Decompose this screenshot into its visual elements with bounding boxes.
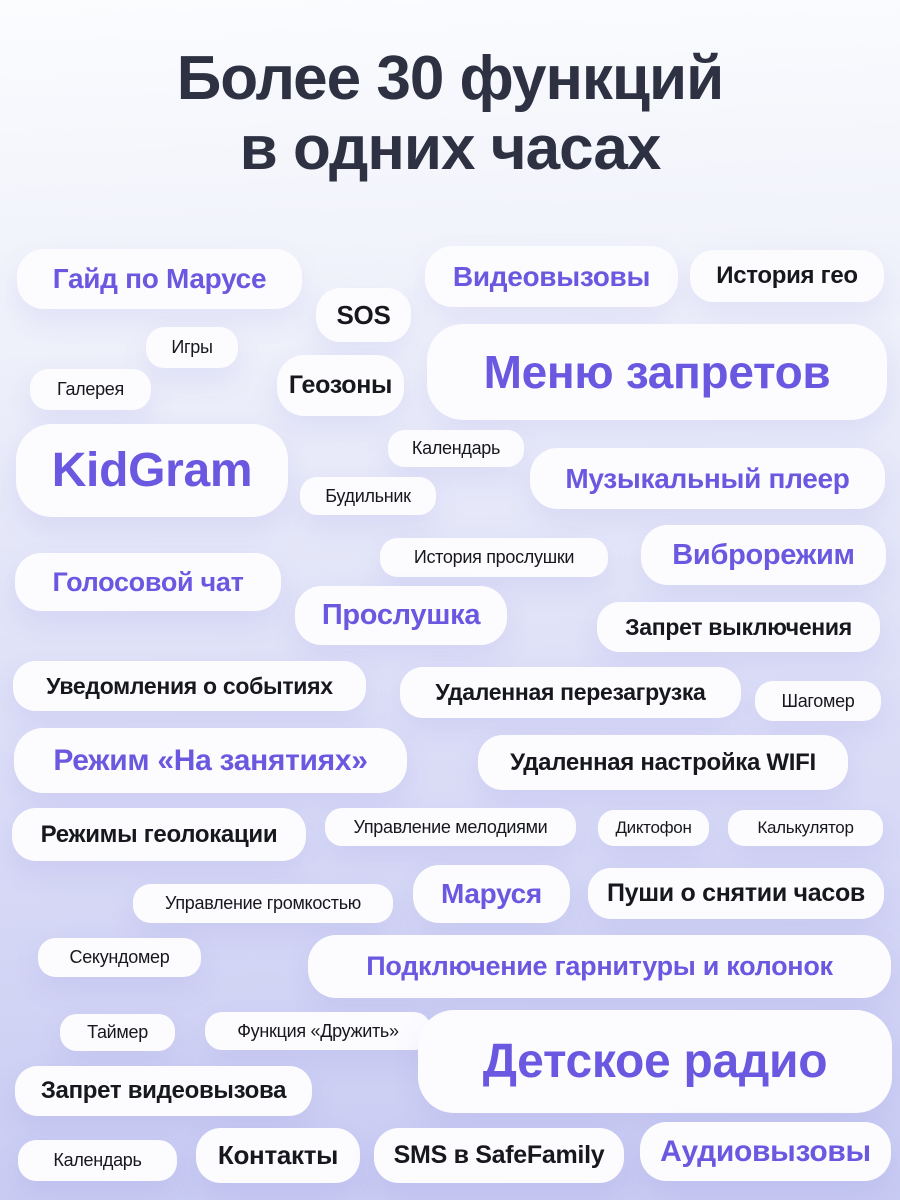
pill-listening-history <box>380 538 608 577</box>
pill-label: Калькулятор <box>757 818 854 837</box>
pill-label: Секундомер <box>69 947 170 967</box>
pill-kidgram <box>16 424 288 517</box>
pill-guide-marusya <box>17 249 302 309</box>
page-title <box>0 44 900 184</box>
pill-label: Видеовызовы <box>452 260 651 292</box>
pill-label: SOS <box>336 299 391 330</box>
pill-video-call-ban <box>15 1066 312 1116</box>
pill-label: Галерея <box>57 379 124 399</box>
pill-label: Управление мелодиями <box>353 816 548 837</box>
pill-gallery <box>30 369 151 410</box>
pill-geolocation-modes <box>12 808 306 861</box>
pill-stopwatch <box>38 938 201 977</box>
pill-melody-control <box>325 808 576 846</box>
pill-label: Запрет выключения <box>625 613 852 640</box>
pill-label: KidGram <box>51 444 253 497</box>
pill-music-player <box>530 448 885 509</box>
title-line-2: в одних часах <box>239 114 661 183</box>
pill-label: Диктофон <box>615 818 692 837</box>
pill-label: Пуши о снятии часов <box>606 879 866 907</box>
pill-marusia <box>413 865 570 923</box>
pill-geozones <box>277 355 404 416</box>
pill-calendar-bottom <box>18 1140 177 1181</box>
pill-dictaphone <box>598 810 709 846</box>
pill-sos <box>316 288 411 342</box>
pill-label: Календарь <box>411 438 501 458</box>
pill-video-calls <box>425 246 678 307</box>
pill-remote-reboot <box>400 667 741 718</box>
pill-voice-chat <box>15 553 281 611</box>
pill-volume-control <box>133 884 393 923</box>
pill-geo-history <box>690 250 884 302</box>
pill-label: Таймер <box>87 1022 148 1042</box>
pill-label: Удаленная перезагрузка <box>435 679 706 705</box>
pill-games <box>146 327 238 368</box>
pill-label: Управление громкостью <box>165 893 361 913</box>
pill-contacts <box>196 1128 360 1183</box>
pill-timer <box>60 1014 175 1051</box>
pill-label: Музыкальный плеер <box>565 462 850 494</box>
pill-event-notifications <box>13 661 366 711</box>
pill-label: SMS в SafeFamily <box>393 1141 605 1169</box>
pill-label: Голосовой чат <box>52 566 244 597</box>
pill-label: Запрет видеовызова <box>40 1077 287 1104</box>
pill-label: Функция «Дружить» <box>237 1020 399 1041</box>
pill-kids-radio <box>418 1010 892 1113</box>
pill-alarm-clock <box>300 477 436 515</box>
pill-watch-removal-push <box>588 868 884 919</box>
pill-power-off-ban <box>597 602 880 652</box>
pill-headset-speakers <box>308 935 891 998</box>
pill-audio-calls <box>640 1122 891 1181</box>
pill-label: Удаленная настройка WIFI <box>510 748 816 776</box>
pill-calculator <box>728 810 883 846</box>
pill-label: Уведомления о событиях <box>46 672 333 699</box>
pill-label: Шагомер <box>781 690 855 711</box>
pill-calendar-top <box>388 430 524 467</box>
pill-label: Аудиовызовы <box>660 1134 871 1168</box>
pill-label: Контакты <box>217 1140 339 1170</box>
pill-label: Гайд по Марусе <box>52 263 267 294</box>
pill-label: Прослушка <box>321 599 481 631</box>
pill-vibration-mode <box>641 525 886 585</box>
pill-label: Подключение гарнитуры и колонок <box>366 951 833 981</box>
pill-label: История прослушки <box>413 547 575 567</box>
pill-label: Геозоны <box>288 371 393 399</box>
title-line-1: Более 30 функций <box>176 44 724 113</box>
pill-label: Игры <box>171 337 213 357</box>
pill-label: Меню запретов <box>483 346 831 398</box>
pill-label: Режимы геолокации <box>40 820 278 848</box>
pill-pedometer <box>755 681 881 721</box>
pill-label: Режим «На занятиях» <box>53 743 368 777</box>
pill-label: Виброрежим <box>672 538 855 571</box>
pill-label: Маруся <box>441 878 542 909</box>
pill-label: История гео <box>716 262 858 289</box>
pill-label: Детское радио <box>482 1035 828 1088</box>
pill-remote-wifi-setup <box>478 735 848 790</box>
pill-friend-function <box>205 1012 431 1050</box>
pill-label: Будильник <box>325 485 411 506</box>
pill-label: Календарь <box>53 1150 142 1170</box>
pill-class-mode <box>14 728 407 793</box>
pill-sms-safefamily <box>374 1128 624 1183</box>
pill-wiretapping <box>295 586 507 645</box>
pill-ban-menu <box>427 324 887 420</box>
